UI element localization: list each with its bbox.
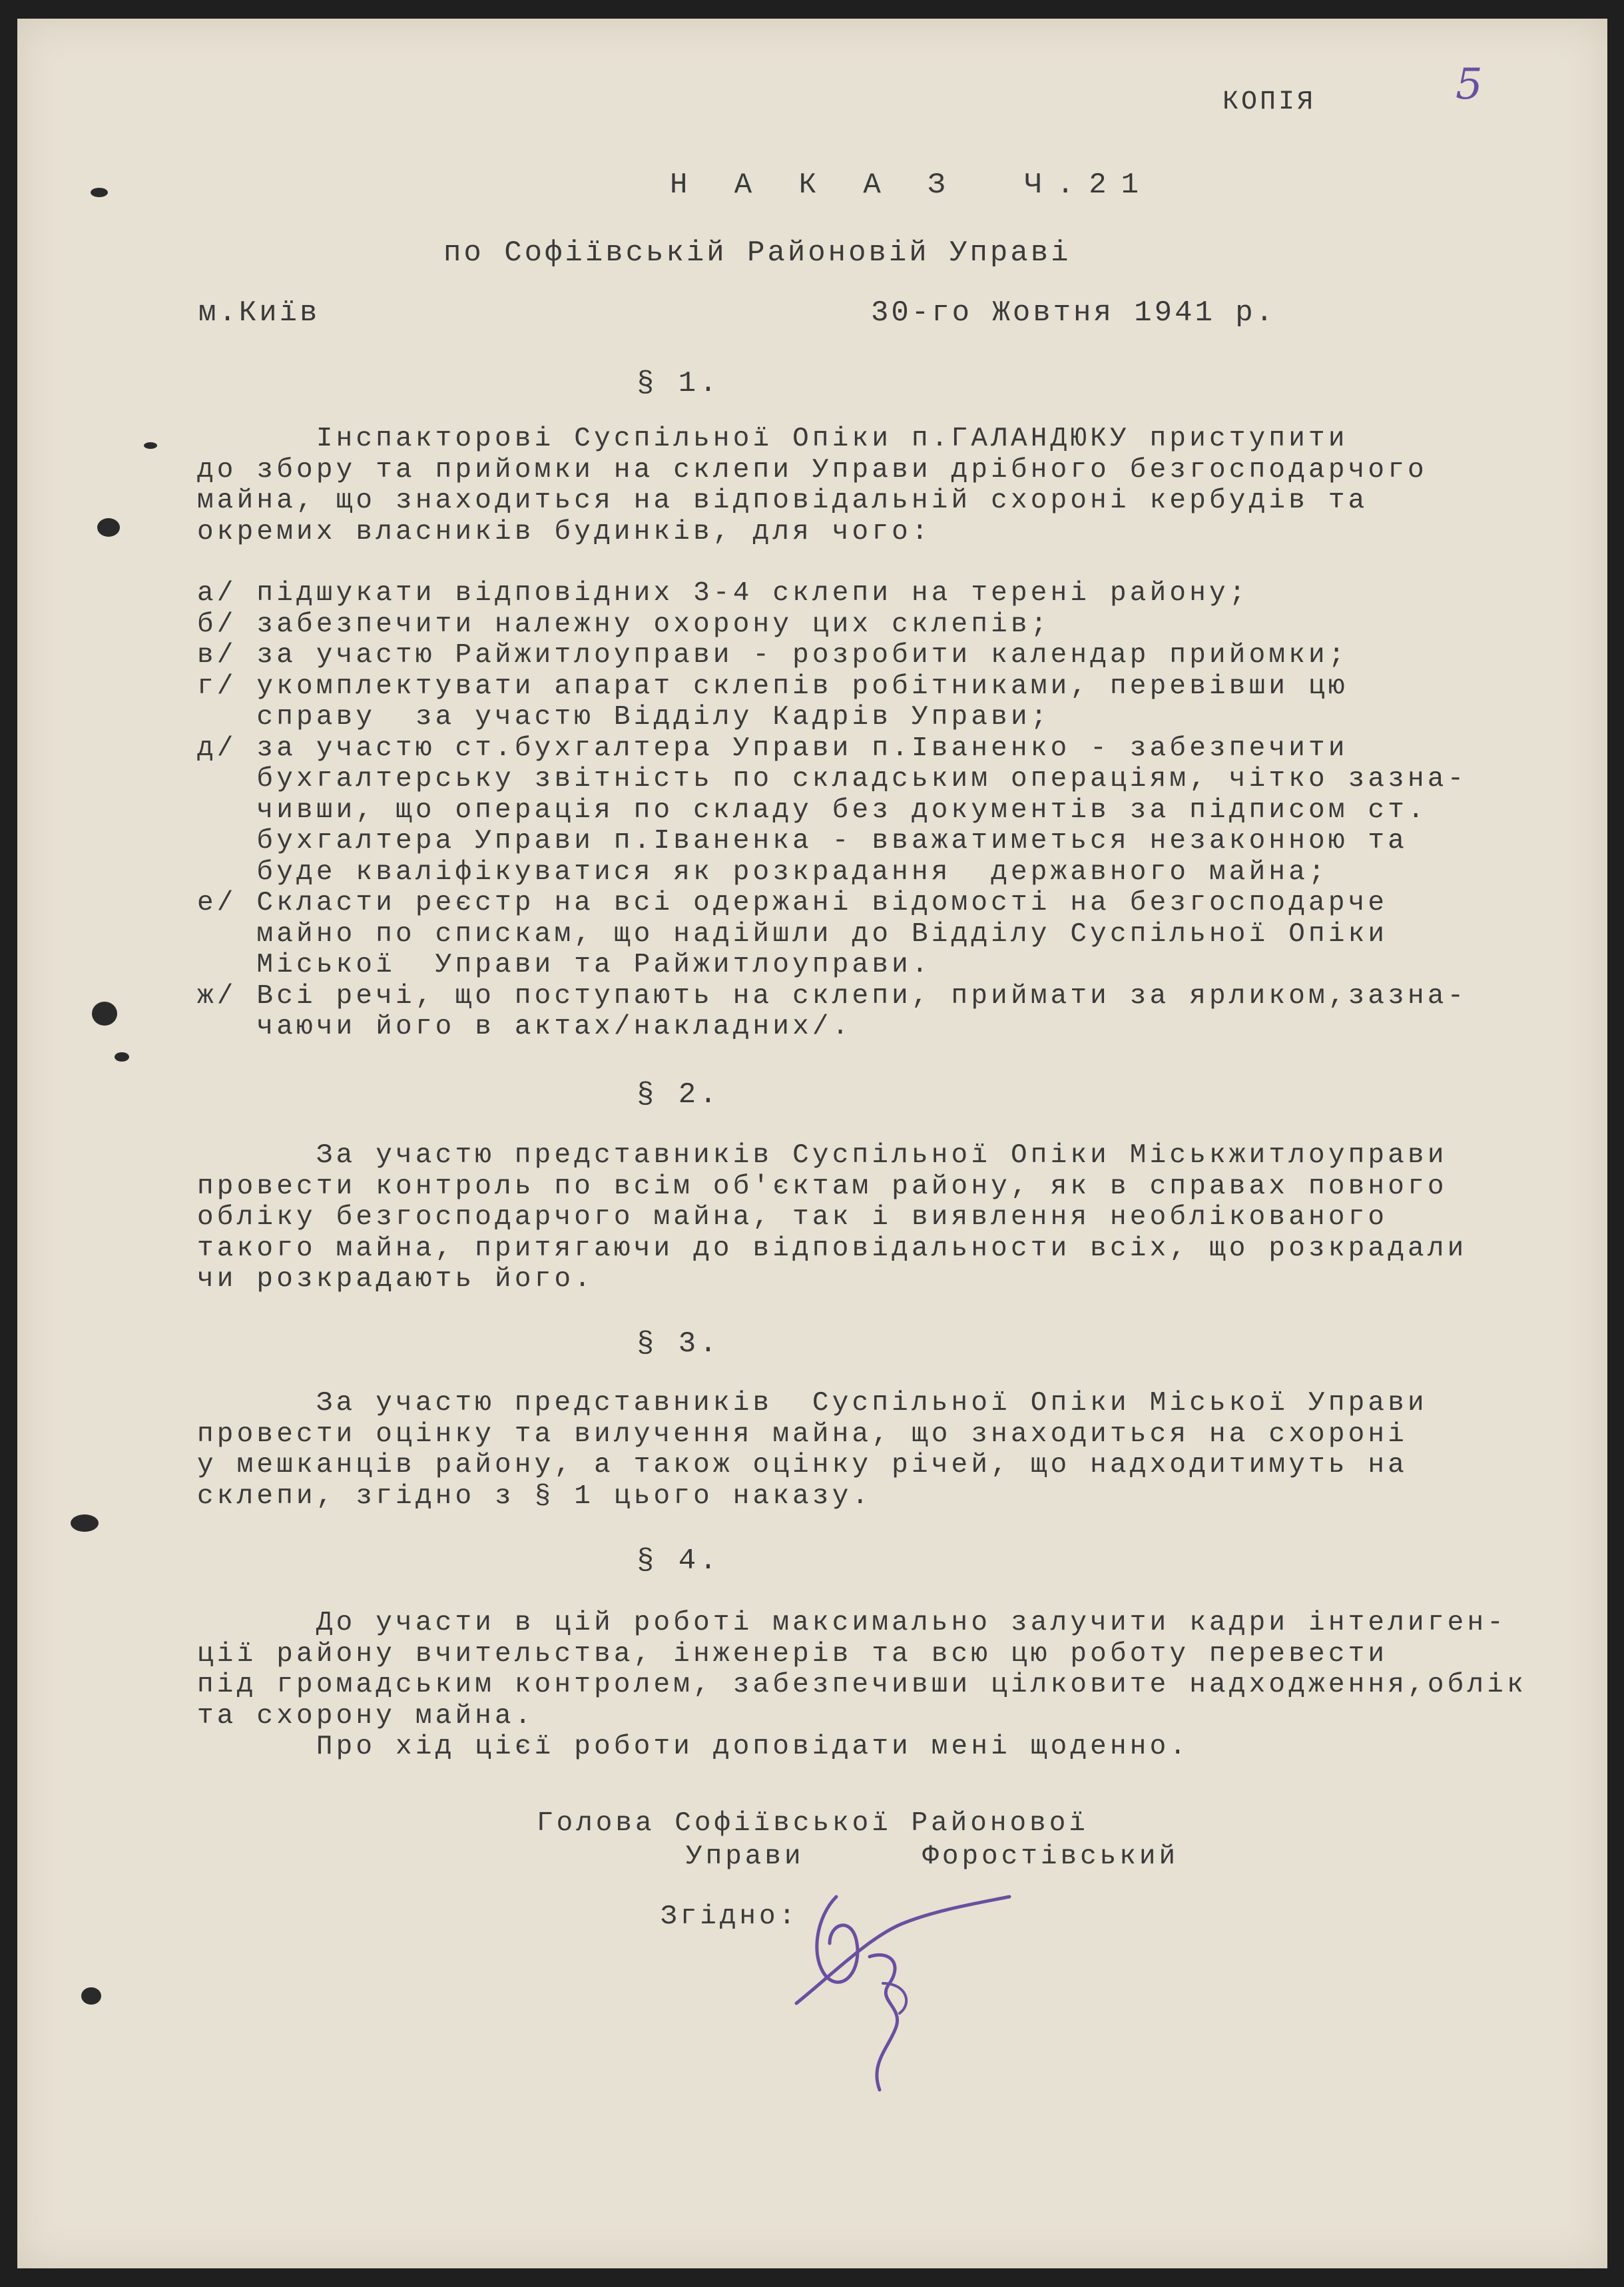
agreed-label: Згідно:: [661, 1901, 799, 1932]
text-line: під громадським контролем, забезпечивши цілковите надходження,облік: [197, 1670, 1527, 1700]
document-title: Н А К А З Ч.21: [670, 168, 1154, 202]
list-item: Міської Управи та Райжитлоуправи.: [197, 950, 932, 980]
text-line: чи розкрадають його.: [197, 1264, 595, 1295]
text-line: до збору та прийомки на склепи Управи дрібного безгосподарчого: [197, 454, 1428, 486]
list-item: бухгалтера Управи п.Іваненка - вважатиметься незаконною та: [197, 826, 1408, 856]
blank-line: [197, 547, 1467, 578]
list-item: а/ підшукати відповідних 3-4 склепи на терені району;: [197, 578, 1249, 609]
section-4-body: [197, 1608, 1527, 1763]
copy-mark: КОПІЯ: [1222, 87, 1316, 117]
list-item: б/ забезпечити належну охорону цих склепів;: [197, 609, 1051, 640]
handwritten-signature: [790, 1877, 1029, 2103]
list-item: справу за участю Відділу Кадрів Управи;: [197, 702, 1051, 733]
list-item: ж/ Всі речі, що поступають на склепи, приймати за ярликом,зазна-: [197, 980, 1468, 1012]
text-line: у мешканців району, а також оцінку річей, що надходитимуть на: [197, 1450, 1408, 1480]
document-subtitle: по Софіївській Районовій Управі: [443, 236, 1071, 270]
text-line: Інспакторові Суспільної Опіки п.ГАЛАНДЮКУ приступити: [197, 424, 1348, 454]
signatory-title: Голова Софіївської Районової: [537, 1808, 1089, 1839]
text-line: За участю представників Суспільної Опіки Міськжитлоуправи: [197, 1140, 1448, 1171]
list-item: майно по спискам, що надійшли до Відділу Суспільної Опіки: [197, 918, 1388, 950]
binding-hole: [91, 188, 108, 197]
binding-hole: [81, 1987, 101, 2005]
text-line: провести оцінку та вилучення майна, що знаходиться на схороні: [197, 1419, 1408, 1450]
text-line: такого майна, притягаючи до відповідальности всіх, що розкрадали: [197, 1233, 1468, 1264]
text-line: Про хід цієї роботи доповідати мені щоденно.: [197, 1732, 1190, 1762]
page-number: 5: [1456, 60, 1483, 109]
text-line: та схорону майна.: [197, 1700, 535, 1732]
section-2-mark: § 2.: [637, 1078, 720, 1112]
list-item: чаючи його в актах/накладних/.: [197, 1012, 852, 1042]
list-item: чивши, що операція по складу без документів за підписом ст.: [197, 795, 1428, 826]
text-line: За участю представників Суспільної Опіки Міської Управи: [197, 1388, 1428, 1419]
list-item: буде кваліфікуватися як розкрадання державного майна;: [197, 856, 1328, 888]
city: м.Київ: [198, 296, 320, 330]
section-1-mark: § 1.: [637, 367, 720, 400]
binding-hole: [71, 1514, 99, 1532]
list-item: е/ Скласти реєстр на всі одержані відомості на безгосподарче: [197, 888, 1388, 918]
section-2-body: [197, 1140, 1467, 1295]
list-item: бухгалтерську звітність по складським операціям, чітко зазна-: [197, 764, 1468, 795]
list-item: г/ укомплектувати апарат склепів робітниками, перевівши цю: [197, 671, 1348, 702]
text-line: обліку безгосподарчого майна, так і виявлення необлікованого: [197, 1202, 1388, 1233]
section-4-mark: § 4.: [637, 1544, 720, 1578]
section-3-body: [197, 1388, 1428, 1512]
text-line: майна, що знаходиться на відповідальній схороні кербудів та: [197, 486, 1368, 516]
binding-hole: [92, 1002, 117, 1026]
binding-hole: [144, 442, 157, 449]
section-3-mark: § 3.: [637, 1327, 720, 1361]
binding-hole: [115, 1052, 129, 1062]
section-1-body: [197, 424, 1467, 1043]
list-item: в/ за участю Райжитлоуправи - розробити календар прийомки;: [197, 640, 1348, 671]
text-line: склепи, згідно з § 1 цього наказу.: [197, 1480, 872, 1512]
text-line: провести контроль по всім об'єктам району, як в справах повного: [197, 1171, 1448, 1202]
date: 30-го Жовтня 1941 р.: [871, 296, 1276, 330]
document-sheet: [17, 19, 1607, 2268]
text-line: окремих власників будинків, для чого:: [197, 516, 932, 547]
list-item: д/ за участю ст.бухгалтера Управи п.Іваненко - забезпечити: [197, 733, 1348, 764]
binding-hole: [97, 518, 120, 537]
text-line: ції району вчительства, інженерів та всю цю роботу перевести: [197, 1638, 1388, 1670]
signatory-name: Управи Форостівський: [686, 1841, 1179, 1872]
text-line: До участи в цій роботі максимально залучити кадри інтелиген-: [197, 1608, 1507, 1638]
